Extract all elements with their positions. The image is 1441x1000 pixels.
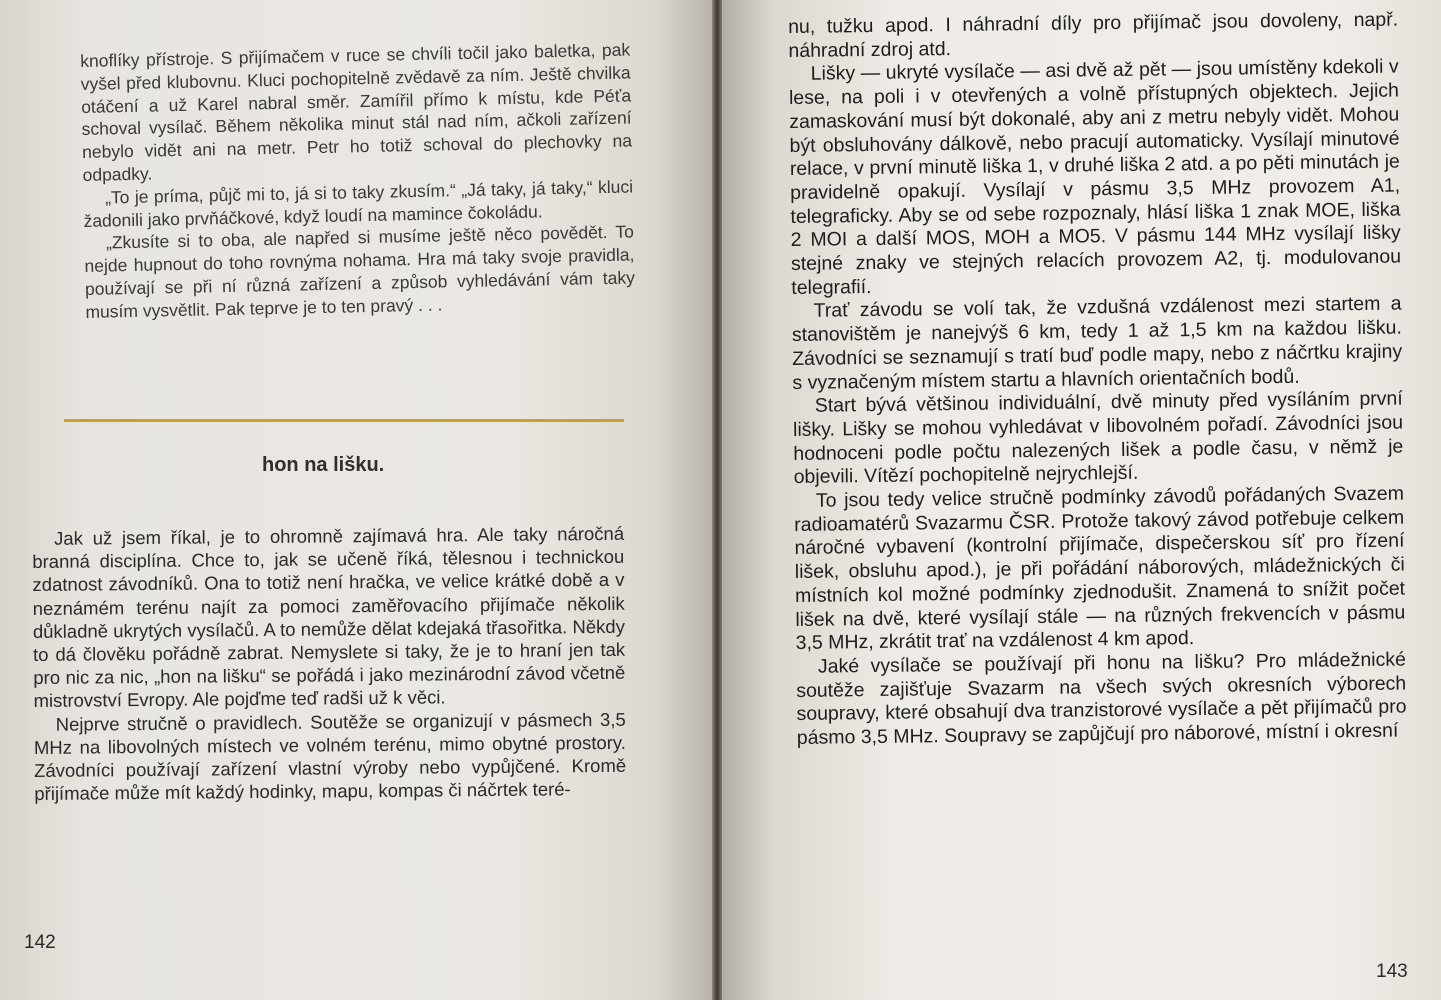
paragraph: „Zkusíte si to oba, ale napřed si musíme ještě něco povědět. To nejde hupnout do toho rovnýma nohama. Hra má taky svoje pravidla, používají se při ní různá zařízení a způsob vyhledávání vám taky musím vysvětlit. Pak teprve je to ten pravý . . .: [84, 221, 636, 322]
paragraph: Lišky — ukryté vysílače — asi dvě až pět — jsou umístěny kdekoli v lese, na poli i v otevřených a volně přístupných objektech. Jejich zamaskování musí být dokonalé, aby ani z metru nebyly vidět. Mohou být obsluhovány dálkově, nebo pracují automaticky. Vysílají minutové relace, v první minutě liška 1, v druhé liška 2 atd. a po pěti minutách je pravidelně opakují. Vysílají v pásmu 3,5 MHz provozem A1, telegraficky. Aby se od sebe rozpoznaly, hlásí liška 1 znak MOE, liška 2 MOI a další MOS, MOH a MO5. V pásmu 144 MHz vysílají lišky stejné znaky ve stejných relacích provozem A2, tj. modulovanou telegrafií.: [788, 55, 1402, 299]
paragraph: To jsou tedy velice stručně podmínky závodů pořádaných Svazem radioamatérů Svazarmu ČSR. Protože takový závod potřebuje celkem náročné vybavení (kontrolní přijímače, dispečerskou síť pro řízení lišek, obsluhu apod.), je při pořádání náborových, mládežnických či místních kol možné podmínky zjednodušit. Znamená to snížit počet lišek na dvě, které vysílají stále — na různých frekvencích v pásmu 3,5 MHz, zkrátit trať na vzdálenost 4 km apod.: [794, 482, 1406, 655]
section-heading: hon na lišku.: [262, 454, 385, 476]
paragraph: Trať závodu se volí tak, že vzdušná vzdálenost mezi startem a stanovištěm je nanejvýš 6 km, tedy 1 až 1,5 km na každou lišku. Závodníci se seznamují s tratí buď podle mapy, nebo z náčrtku krajiny s vyznačeným místem startu a hlavních orientačních bodů.: [791, 292, 1403, 394]
left-top-text: [80, 38, 636, 323]
paragraph: Jaké vysílače se používají při honu na lišku? Pro mládežnické soutěže zajišťuje Svazarm na všech svých okresních výborech soupravy, které obsahují dva tranzistorové vysílače a pět přijímačů pro pásmo 3,5 MHz. Soupravy se zapůjčují pro náborové, místní i okresní: [796, 648, 1407, 750]
page-number: 142: [24, 932, 56, 953]
paragraph: „To je príma, půjč mi to, já si to taky zkusím.“ „Já taky, já taky,“ kluci žadonili jako prvňáčkové, když loudí na mamince čokoládu.: [83, 176, 634, 231]
left-bottom-text: [32, 522, 626, 806]
paragraph: knoflíky přístroje. S přijímačem v ruce se chvíli točil jako baletka, pak vyšel před klubovnu. Kluci pochopitelně zvědavě za ním. Ještě chvilka otáčení a už Karel nabral směr. Zamířil přímo k místu, kde Péťa schoval vysílač. Během několika minut stál nad ním, ačkoli zařízení nebylo vidět ani na metr. Petr ho totiž schoval do plechovky na odpadky.: [80, 39, 633, 185]
left-page: [0, 0, 712, 1000]
right-page: [722, 0, 1441, 1000]
section-divider: [64, 419, 624, 422]
paragraph: Start bývá většinou individuální, dvě minuty před vysíláním první lišky. Lišky se mohou vyhledávat v libovolném pořadí. Závodníci jsou hodnoceni podle počtu nalezených lišek a podle času, v němž je objevili. Vítězí pochopitelně nejrychlejší.: [792, 387, 1404, 489]
paragraph: Nejprve stručně o pravidlech. Soutěže se organizují v pásmech 3,5 MHz na libovolných místech ve volném terénu, mimo obytné prostory. Závodníci používají zařízení vlastní výroby nebo vypůjčené. Kromě přijímače může mít každý hodinky, mapu, kompas či náčrtek teré-: [33, 708, 627, 805]
paragraph: nu, tužku apod. I náhradní díly pro přijímač jsou dovoleny, např. náhradní zdroj atd.: [788, 8, 1399, 62]
page-number: 143: [1376, 961, 1408, 982]
right-text: [788, 9, 1407, 751]
paragraph: Jak už jsem říkal, je to ohromně zajímavá hra. Ale taky náročná branná disciplína. Chce to, jak se učeně říká, tělesnou i technickou zdatnost závodníků. Ona to totiž není hračka, ve velice krátké době a v neznámém terénu najít za pomoci zaměřovacího přijímače několik důkladně ukrytých vysílačů. A to nemůže dělat kdejaká třasořitka. Někdy to dá člověku pořádně zabrat. Nemyslete si taky, že je to hraní jen tak pro nic za nic, „hon na lišku“ se pořádá i jako mezinárodní závod včetně mistrovství Evropy. Ale pojďme teď radši už k věci.: [32, 522, 626, 712]
book-gutter: [712, 0, 722, 1000]
